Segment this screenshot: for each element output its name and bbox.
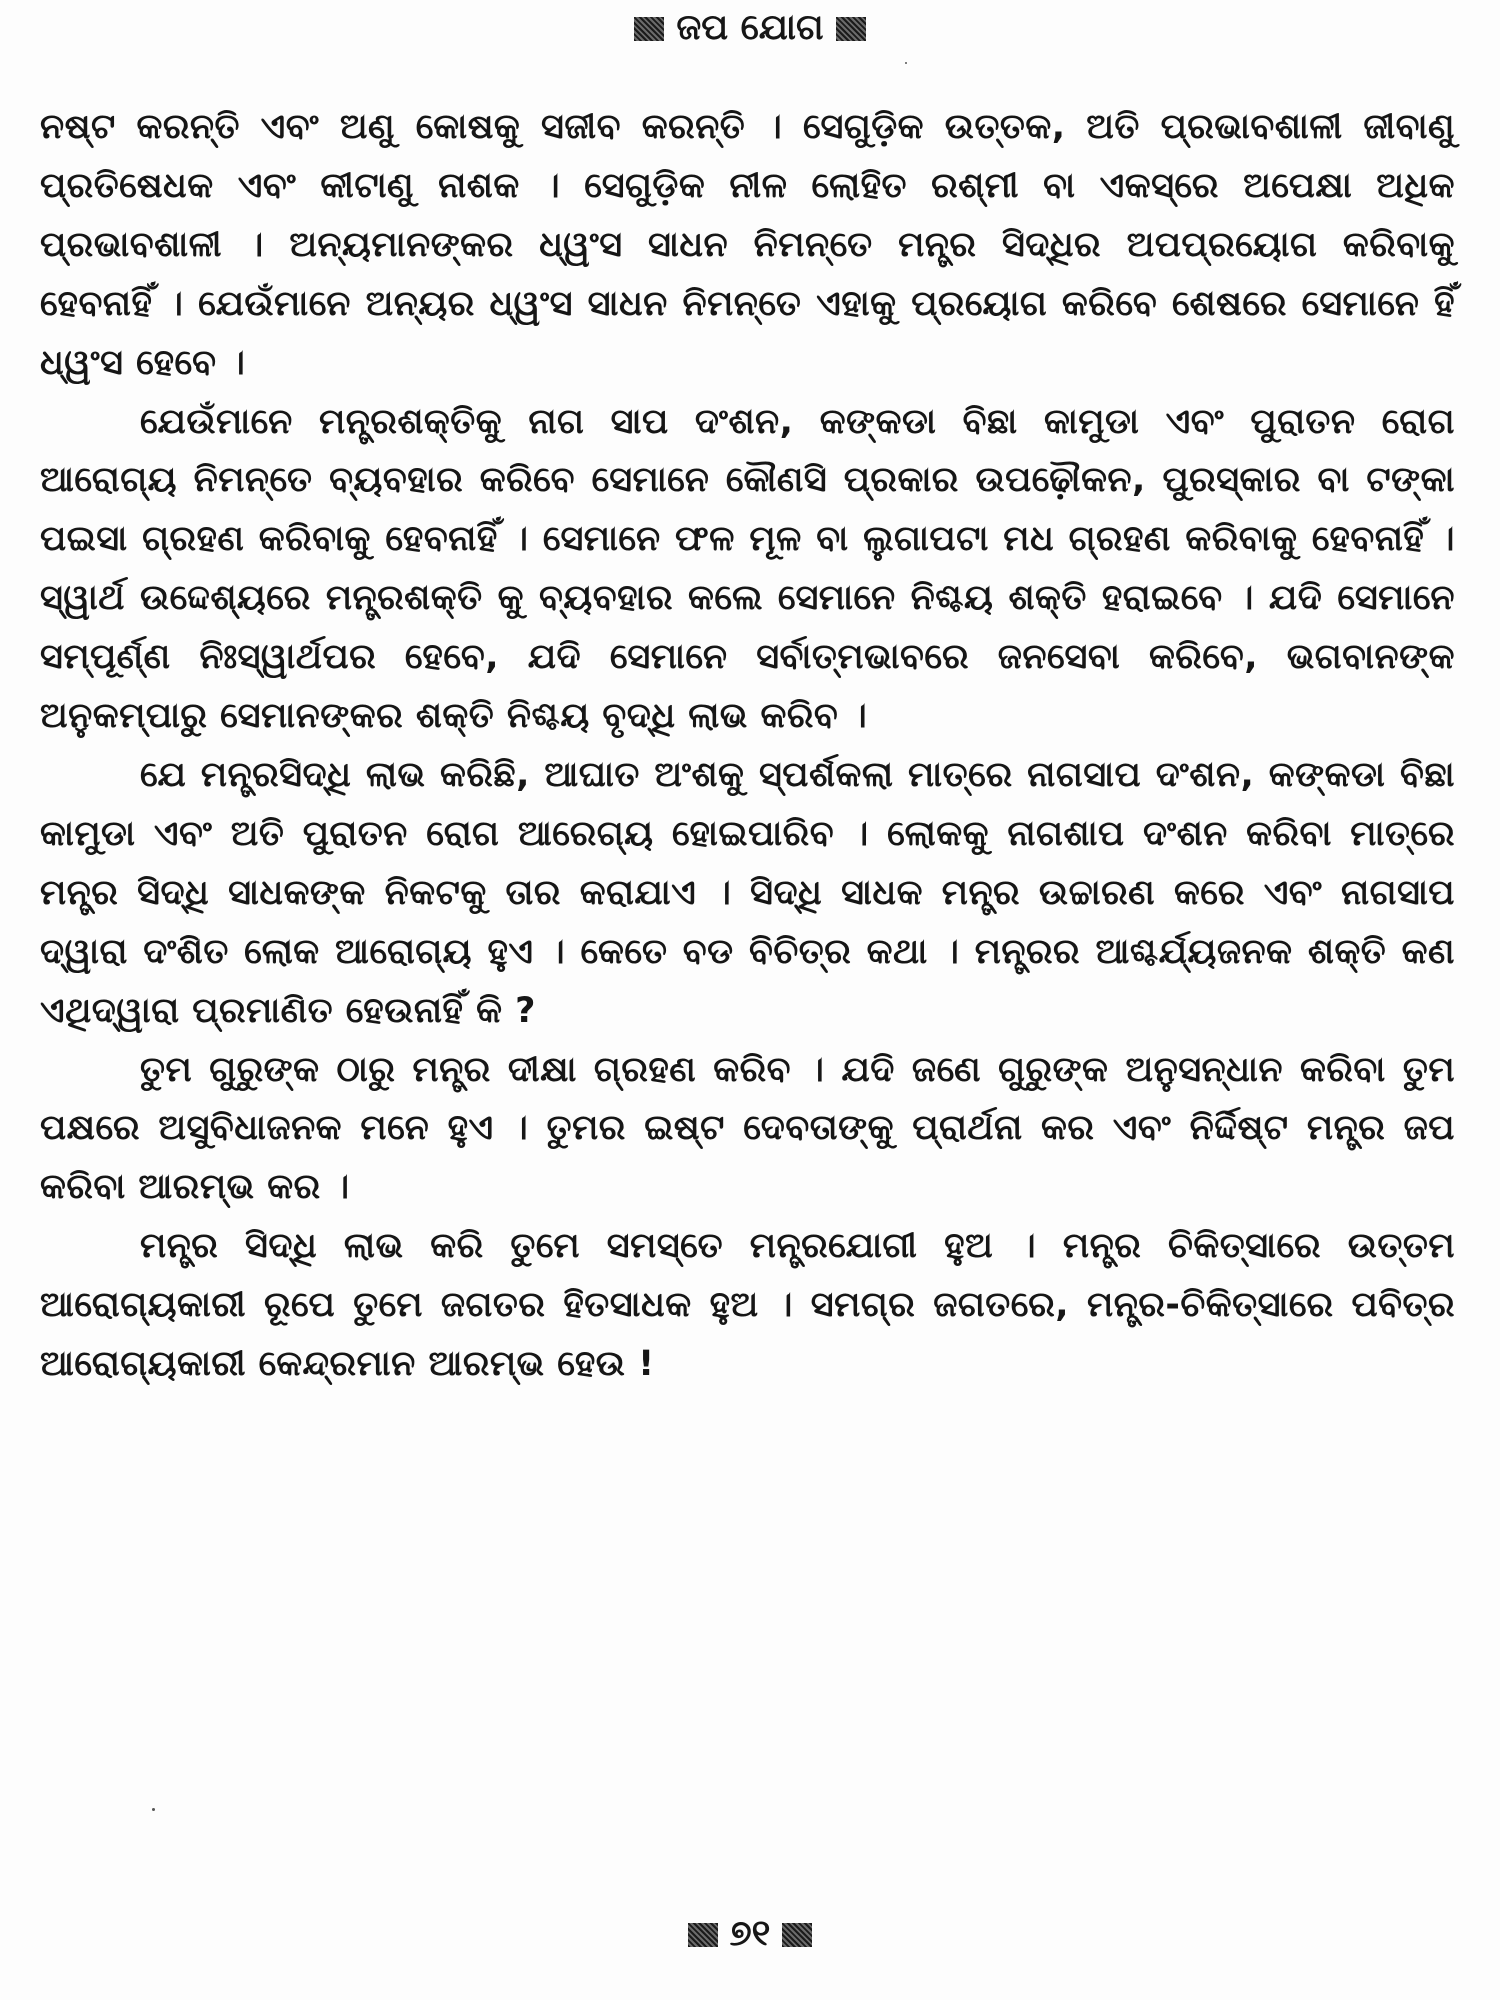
page-footer bbox=[0, 1912, 1500, 1956]
header-right-block-ornament bbox=[836, 17, 866, 41]
paragraph-4: ତୁମ ଗୁରୁଙ୍କ ଠାରୁ ମନ୍ତ୍ର ଦୀକ୍ଷା ଗ୍ରହଣ କରିବ । ଯଦି ଜଣେ ଗୁରୁଙ୍କ ଅନୁସନ୍ଧାନ କରିବା ତୁମ ପକ୍ଷରେ ଅସୁବିଧାଜନକ ମନେ ହୁଏ । ତୁମର ଇଷ୍ଟ ଦେବତାଙ୍କୁ ପ୍ରାର୍ଥନା କର ଏବଂ ନିର୍ଦ୍ଦିଷ୍ଟ ମନ୍ତ୍ର ଜପ କରିବା ଆରମ୍ଭ କର । bbox=[40, 1049, 1455, 1208]
scan-speck bbox=[152, 1808, 155, 1811]
header-title: ଜପ ଯୋଗ bbox=[676, 7, 824, 48]
paragraph-1: ନଷ୍ଟ କରନ୍ତି ଏବଂ ଅଣୁ କୋଷକୁ ସଜୀବ କରନ୍ତି । ସେଗୁଡ଼ିକ ଉତ୍ତକ, ଅତି ପ୍ରଭାବଶାଳୀ ଜୀବାଣୁ ପ୍ରତିଷେଧକ ଏବଂ କୀଟାଣୁ ନାଶକ । ସେଗୁଡ଼ିକ ନୀଳ ଲୋହିତ ରଶ୍ମୀ ବା ଏକସ୍‌ରେ ଅପେକ୍ଷା ଅଧିକ ପ୍ରଭାବଶାଳୀ । ଅନ୍ୟମାନଙ୍କର ଧ୍ୱଂସ ସାଧନ ନିମନ୍ତେ ମନ୍ତ୍ର ସିଦ୍ଧିର ଅପପ୍ରୟୋଗ କରିବାକୁ ହେବନାହିଁ । ଯେଉଁମାନେ ଅନ୍ୟର ଧ୍ୱଂସ ସାଧନ ନିମନ୍ତେ ଏହାକୁ ପ୍ରୟୋଗ କରିବେ ଶେଷରେ ସେମାନେ ହିଁ ଧ୍ୱଂସ ହେବେ । bbox=[40, 107, 1455, 383]
paragraph-3: ଯେ ମନ୍ତ୍ରସିଦ୍ଧି ଲାଭ କରିଛି, ଆଘାତ ଅଂଶକୁ ସ୍ପର୍ଶକଲା ମାତ୍ରେ ନାଗସାପ ଦଂଶନ, କଙ୍କଡା ବିଛା କାମୁଡା ଏବଂ ଅତି ପୁରାତନ ରୋଗ ଆରେଗ୍ୟ ହୋଇପାରିବ । ଲୋକକୁ ନାଗଶାପ ଦଂଶନ କରିବା ମାତ୍ରେ ମନ୍ତ୍ର ସିଦ୍ଧି ସାଧକଙ୍କ ନିକଟକୁ ତାର କରାଯାଏ । ସିଦ୍ଧି ସାଧକ ମନ୍ତ୍ର ଉଚ୍ଚାରଣ କରେ ଏବଂ ନାଗସାପ ଦ୍ୱାରା ଦଂଶିତ ଲୋକ ଆରୋଗ୍ୟ ହୁଏ । କେତେ ବଡ ବିଚିତ୍ର କଥା । ମନ୍ତ୍ରର ଆଶ୍ଚର୍ଯ୍ୟଜନକ ଶକ୍ତି କଣ ଏଥିଦ୍ୱାରା ପ୍ରମାଣିତ ହେଉନାହିଁ କି ? bbox=[40, 754, 1455, 1031]
paragraph-5: ମନ୍ତ୍ର ସିଦ୍ଧି ଲାଭ କରି ତୁମେ ସମସ୍ତେ ମନ୍ତ୍ରଯୋଗୀ ହୁଅ । ମନ୍ତ୍ର ଚିକିତ୍ସାରେ ଉତ୍ତମ ଆରୋଗ୍ୟକାରୀ ରୂପେ ତୁମେ ଜଗତର ହିତସାଧକ ହୁଅ । ସମଗ୍ର ଜଗତରେ, ମନ୍ତ୍ର-ଚିକିତ୍ସାରେ ପବିତ୍ର ଆରୋଗ୍ୟକାରୀ କେନ୍ଦ୍ରମାନ ଆରମ୍ଭ ହେଉ ! bbox=[40, 1226, 1455, 1385]
paragraph-2: ଯେଉଁମାନେ ମନ୍ତ୍ରଶକ୍ତିକୁ ନାଗ ସାପ ଦଂଶନ, କଙ୍କଡା ବିଛା କାମୁଡା ଏବଂ ପୁରାତନ ରୋଗ ଆରୋଗ୍ୟ ନିମନ୍ତେ ବ୍ୟବହାର କରିବେ ସେମାନେ କୌଣସି ପ୍ରକାର ଉପଢ଼ୌକନ, ପୁରସ୍କାର ବା ଟଙ୍କା ପଇସା ଗ୍ରହଣ କରିବାକୁ ହେବନାହିଁ । ସେମାନେ ଫଳ ମୂଳ ବା ଲୁଗାପଟା ମଧ ଗ୍ରହଣ କରିବାକୁ ହେବନାହିଁ । ସ୍ୱାର୍ଥ ଉଦ୍ଦେଶ୍ୟରେ ମନ୍ତ୍ରଶକ୍ତି କୁ ବ୍ୟବହାର କଲେ ସେମାନେ ନିଶ୍ଚୟ ଶକ୍ତି ହରାଇବେ । ଯଦି ସେମାନେ ସମ୍ପୂର୍ଣ୍ଣ ନିଃସ୍ୱାର୍ଥପର ହେବେ, ଯଦି ସେମାନେ ସର୍ବାତ୍ମଭାବରେ ଜନସେବା କରିବେ, ଭଗବାନଙ୍କ ଅନୁକମ୍ପାରୁ ସେମାନଙ୍କର ଶକ୍ତି ନିଶ୍ଚୟ ବୃଦ୍ଧି ଲାଭ କରିବ । bbox=[40, 401, 1455, 737]
page-number: ୭୧ bbox=[729, 1913, 771, 1954]
running-header bbox=[0, 6, 1500, 50]
scan-speck bbox=[905, 62, 907, 64]
footer-right-block-ornament bbox=[782, 1923, 812, 1947]
header-left-block-ornament bbox=[634, 17, 664, 41]
body-text bbox=[40, 98, 1455, 1394]
footer-left-block-ornament bbox=[688, 1923, 718, 1947]
